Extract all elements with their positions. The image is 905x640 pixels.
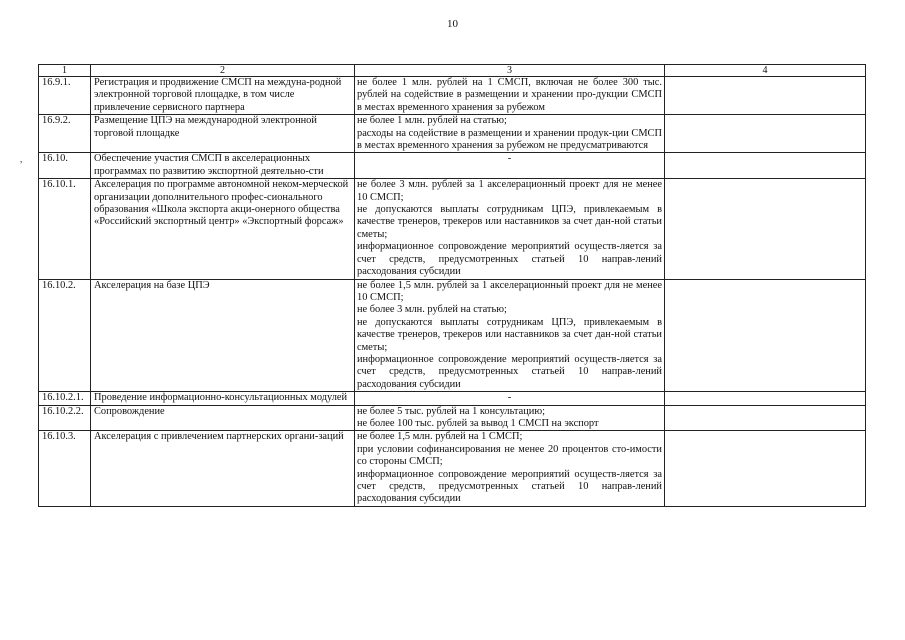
header-col-2: 2 [91,65,355,77]
condition-line: не более 3 млн. рублей на статью; [357,304,507,316]
row-number: 16.9.1. [39,77,91,115]
row-conditions [355,392,665,405]
condition-line: информационное сопровождение мероприятий осуществ-ляется за счет средств, предусмотренных статьей 10 направ-лений расходования субсидии [357,353,662,390]
row-number: 16.10. [39,153,91,179]
row-note [665,392,866,405]
row-conditions [355,431,665,506]
row-description: Акселерация по программе автономной неком-мерческой организации дополнительного профес-сионального образования «Школа экспорта акци-онерного общества «Российский экспортный центр» «Экспортный форсаж» [91,179,355,279]
row-number: 16.10.3. [39,431,91,506]
table-row [39,153,866,179]
row-conditions [355,405,665,431]
row-note [665,115,866,153]
table-body [39,77,866,507]
row-description: Регистрация и продвижение СМСП на междуна-родной электронной торговой площадке, в том числе привлечение сервисного партнера [91,77,355,115]
row-number: 16.10.1. [39,179,91,279]
header-col-3: 3 [355,65,665,77]
expense-table [38,64,866,507]
condition-line: не более 5 тыс. рублей на 1 консультацию; [357,405,545,417]
table-row [39,431,866,506]
condition-line: не более 1 млн. рублей на статью; [357,115,507,127]
condition-dash: - [507,392,512,404]
row-number: 16.10.2.1. [39,392,91,405]
row-note [665,179,866,279]
condition-dash: - [507,153,512,165]
row-description: Размещение ЦПЭ на международной электронной торговой площадке [91,115,355,153]
header-col-1: 1 [39,65,91,77]
condition-line: не допускаются выплаты сотрудникам ЦПЭ, привлекаемым в качестве тренеров, трекеров или наставников за счет дан-ной статьи сметы; [357,204,662,240]
condition-line: информационное сопровождение мероприятий осуществ-ляется за счет средств, предусмотренных статьей 10 направ-лений расходования субсидии [357,468,662,505]
row-conditions [355,279,665,392]
row-description: Акселерация с привлечением партнерских органи-заций [91,431,355,506]
row-note [665,153,866,179]
row-note [665,77,866,115]
table-row [39,77,866,115]
table-row [39,279,866,392]
row-number: 16.9.2. [39,115,91,153]
page-number: 10 [447,18,458,30]
condition-line: не более 1,5 млн. рублей на 1 СМСП; [357,431,523,443]
condition-line: расходы на содействие в размещении и хранении продук-ции СМСП в местах временного хранения за рубежом не предусматриваются [357,127,662,152]
table-row [39,405,866,431]
row-conditions [355,115,665,153]
condition-line: не более 1 млн. рублей на 1 СМСП, включая не более 300 тыс. рублей на содействие в размещении и хранении про-дукции СМСП в местах временного хранения за рубежом [357,77,662,113]
row-description: Сопровождение [91,405,355,431]
condition-line: информационное сопровождение мероприятий осуществ-ляется за счет средств, предусмотренных статьей 10 направ-лений расходования субсидии [357,241,662,278]
condition-line: не более 1,5 млн. рублей за 1 акселерационный проект для не менее 10 СМСП; [357,279,662,303]
row-number: 16.10.2.2. [39,405,91,431]
row-note [665,431,866,506]
table-row [39,179,866,279]
row-conditions [355,77,665,115]
row-conditions [355,153,665,179]
row-description: Акселерация на базе ЦПЭ [91,279,355,392]
condition-line: при условии софинансирования не менее 20 процентов сто-имости со стороны СМСП; [357,443,662,468]
margin-mark: , [20,154,23,164]
condition-line: не допускаются выплаты сотрудникам ЦПЭ, привлекаемым в качестве тренеров, трекеров или наставников за счет дан-ной статьи сметы; [357,316,662,353]
header-row [39,65,866,77]
condition-line: не более 3 млн. рублей за 1 акселерационный проект для не менее 10 СМСП; [357,179,662,203]
table-row [39,392,866,405]
row-note [665,405,866,431]
table-row [39,115,866,153]
row-number: 16.10.2. [39,279,91,392]
row-conditions [355,179,665,279]
header-col-4: 4 [665,65,866,77]
row-note [665,279,866,392]
row-description: Проведение информационно-консультационных модулей [91,392,355,405]
condition-line: не более 100 тыс. рублей за вывод 1 СМСП на экспорт [357,417,599,429]
row-description: Обеспечение участия СМСП в акселерационных программах по развитию экспортной деятельно-сти [91,153,355,179]
